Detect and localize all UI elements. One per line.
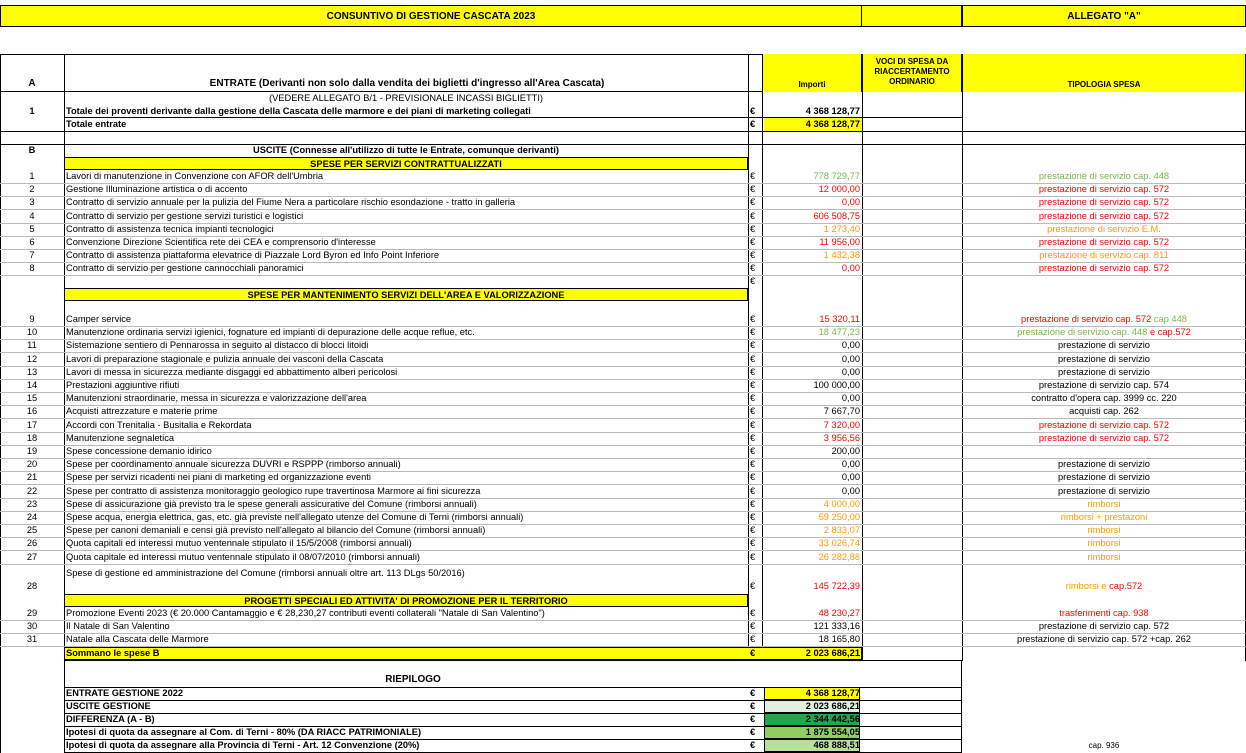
row-description: Sistemazione sentiero di Pennarossa in seguito al distacco di blocci litoidi [66,340,369,351]
row-value: 0,00 [841,472,860,483]
row-value: 0,00 [841,353,860,364]
table-row [0,353,1246,366]
row-value: 12 000,00 [818,184,860,195]
row-value: 0,00 [841,459,860,470]
row-value: 606 508,75 [813,210,860,221]
riepilogo-tipologia [962,687,1246,700]
entrate-header: ENTRATE (Derivanti non solo dalla vendita dei biglietti d'ingresso all'Area Cascata) [209,78,605,89]
tipologia-part: e cap.572 [1147,327,1191,338]
grid-hline [0,131,1246,132]
tipologia-part: prestazione di servizio [1058,472,1150,483]
row-number: 11 [27,340,37,351]
riepilogo-label: DIFFERENZA (A - B) [66,714,155,724]
riepilogo-row [0,713,1246,726]
currency-symbol: € [750,276,756,286]
tipologia-part: prestazione di servizio [1058,353,1150,364]
row-value: 48 230,27 [818,608,860,618]
row-description: Totale dei proventi derivante dalla gestione della Cascata delle marmore e dei piani di marketing collegati [66,106,531,116]
row-tipologia [962,485,1246,498]
row-value: 4 368 128,77 [805,106,860,116]
row-value: 0,00 [841,340,860,351]
row-value: 3 956,56 [823,432,860,443]
row-value: 7 667,70 [823,406,860,417]
tipologia-part: prestazione di servizio cap. 572 [1038,419,1170,430]
currency-symbol: € [750,250,756,261]
tipologia-part: contratto d'opera cap. 3999 cc. 220 [1031,393,1177,404]
row-description: Contratto di servizio annuale per la pulizia del Fiume Nera a particolare rischio esondazione - tratto in galleria [66,197,516,208]
riepilogo-value: 1 875 554,05 [805,727,860,737]
row-value: 0,00 [841,366,860,377]
currency-symbol: € [750,459,756,470]
table-row [0,432,1246,445]
row-tipologia [962,353,1246,366]
row-number: 21 [26,472,38,483]
tipologia-part: prestazione di servizio cap. 572 [1038,184,1170,195]
row-tipologia [962,471,1246,484]
row-number: 4 [29,210,35,221]
currency-symbol: € [750,119,756,129]
row-28 [0,580,1246,593]
table-row [0,183,1246,196]
section-progetti-speciali: PROGETTI SPECIALI ED ATTIVITA' DI PROMOZIONE PER IL TERRITORIO [64,594,748,607]
currency-symbol: € [750,472,756,483]
row-value: 18 477,23 [818,327,860,338]
row-tipologia [962,551,1246,564]
row-number: 9 [29,314,35,324]
row-description: Contratto di assistenza tecnica impianti tecnologici [66,223,274,234]
table-row [0,524,1246,537]
table-row [0,249,1246,262]
currency-symbol: € [750,432,756,443]
total-entrate-value: 4 368 128,77 [805,119,860,129]
row-number: 2 [29,184,35,195]
riepilogo-row [0,700,1246,713]
row-number: 7 [29,250,35,261]
row-value: 11 956,00 [819,237,860,247]
row-number: 26 [26,538,38,549]
row-28-desc: Spese di gestione ed amministrazione del Comune (rimborsi annuali oltre art. 113 DLgs 50/2016) [66,568,465,578]
tipologia-part: cap.572 [1106,581,1143,591]
riepilogo-value: 2 023 686,21 [805,701,860,711]
riepilogo-title: RIEPILOGO [385,674,441,685]
row-description: Spese per canoni demaniali e censi già previsto nell'allegato al bilancio del Comune (rimborsi annuali) [66,525,486,536]
currency-symbol: € [750,353,756,364]
row-description: Lavori di manutenzione in Convenzione con AFOR dell'Umbria [66,171,324,181]
currency-symbol: € [750,314,756,324]
currency-symbol: € [750,197,756,208]
row-number: 23 [26,498,38,509]
page-title: CONSUNTIVO DI GESTIONE CASCATA 2023 [0,5,862,27]
riepilogo-label: USCITE GESTIONE [66,701,151,711]
row-description: Spese per coordinamento annuale sicurezza DUVRI e RSPPP (rimborso annuali) [66,459,401,470]
table-row [0,392,1246,405]
voci-header-line1: VOCI DI SPESA DA [875,57,949,66]
row-value: 15 320,11 [819,314,860,324]
section-servizi-contrattualizzati: SPESE PER SERVIZI CONTRATTUALIZZATI [64,157,748,170]
allegato-label: ALLEGATO "A" [962,5,1246,27]
row-tipologia [962,223,1246,236]
currency-symbol: € [750,406,756,417]
row-value: 0,00 [841,485,860,496]
row-number: 22 [26,485,38,496]
row-value: 100 000,00 [813,380,860,390]
row-description: Spese acqua, energia elettrica, gas, etc. già previste nell'allegato utenze del Comune di Terni (rimborsi annuali) [66,512,524,522]
entrate-note: (VEDERE ALLEGATO B/1 - PREVISIONALE INCASSI BIGLIETTI) [269,93,543,103]
currency-symbol: € [750,714,756,724]
table-row [0,223,1246,236]
currency-symbol: € [750,581,756,591]
row-value: 7 320,00 [823,419,860,430]
row-tipologia [962,511,1246,524]
tipologia-part: rimborsi [1087,498,1121,509]
row-tipologia [962,249,1246,262]
total-entrate-row [0,118,1246,131]
row-tipologia [962,326,1246,339]
tipologia-part: prestazione di servizio cap. 572 [1021,314,1152,324]
row-description: Prestazioni aggiuntive rifiuti [66,380,180,390]
row-description: Manutenzione segnaletica [66,432,175,443]
row-tipologia [962,210,1246,223]
section-mantenimento: SPESE PER MANTENIMENTO SERVIZI DELL'AREA E VALORIZZAZIONE [64,288,748,301]
row-tipologia [962,607,1246,620]
currency-symbol: € [750,419,756,430]
row-tipologia [962,405,1246,418]
currency-symbol: € [750,740,756,750]
currency-symbol: € [750,327,756,338]
total-entrate-label: Totale entrate [66,119,127,129]
row-description: Quota capitali ed interessi mutuo ventennale stipulato il 15/5/2008 (rimborsi annuali) [66,538,412,549]
tipologia-part: prestazione di servizio cap. 572 [1038,237,1170,247]
row-description: Lavori di preparazione stagionale e pulizia annuale dei vasconi della Cascata [66,353,384,364]
row-number: 30 [26,621,38,632]
tipologia-part: prestazione di servizio cap. 574 [1038,380,1170,390]
currency-symbol: € [750,223,756,234]
row-number: 1 [29,106,35,116]
row-number: 13 [26,366,38,377]
riepilogo-value: 468 888,51 [813,740,860,750]
row-tipologia [962,445,1246,458]
riepilogo-label: ENTRATE GESTIONE 2022 [66,688,184,698]
tipologia-part: prestazione di servizio [1058,485,1150,496]
row-value: 0,00 [841,263,860,274]
tipologia-part: prestazione di servizio cap. 448 [1038,171,1170,181]
table-row [0,262,1246,275]
tipologia-part: prestazione di servizio cap. 572 [1038,432,1170,443]
row-tipologia [962,633,1246,646]
row-description: Manutenzioni straordinarie, messa in sicurezza e valorizzazione dell'area [66,393,367,404]
riepilogo-row [0,739,1246,752]
row-tipologia [962,183,1246,196]
currency-symbol: € [750,340,756,351]
currency-symbol: € [750,512,756,522]
row-number: 29 [26,608,38,618]
riepilogo-tipologia [962,700,1246,713]
table-row [0,326,1246,339]
row-tipologia [962,524,1246,537]
table-row [0,551,1246,564]
riepilogo-tipologia [962,726,1246,739]
uscite-header: USCITE (Connesse all'utilizzo di tutte le Entrate, comunque derivanti) [253,145,559,155]
tipologia-part: prestazione di servizio cap. 572 [1038,210,1170,221]
col-b-label: B [28,145,36,155]
row-description: Promozione Eventi 2023 (€ 20.000 Cantamaggio e € 28,230,27 contributi eventi collaterali "Natale di San Valentino") [66,608,545,618]
row-tipologia [962,537,1246,550]
table-row [0,620,1246,633]
tipologia-part: prestazione di servizio cap. 572 [1038,621,1170,632]
riepilogo-tipologia: cap. 936 [1088,741,1120,750]
row-tipologia [962,620,1246,633]
tipologia-part: prestazione di servizio cap. 572 [1038,197,1170,208]
table-row [0,405,1246,418]
row-tipologia [962,379,1246,392]
row-description: Spese di assicurazione già previsto tra le spese generali assicurative del Comune (rimborsi annuali) [66,498,477,509]
currency-symbol: € [750,106,756,116]
voci-header-line3: ORDINARIO [889,77,935,86]
currency-symbol: € [750,498,756,509]
row-tipologia [962,196,1246,209]
row-tipologia [962,432,1246,445]
row-description: Spese concessione demanio idirico [66,446,212,456]
tipologia-part: rimborsi [1087,525,1121,536]
tipologia-part: prestazione di servizio cap. 572 +cap. 262 [1017,634,1191,645]
tipologia-part: rimborsi + prestazoni [1060,512,1148,522]
row-description: Camper service [66,314,132,324]
empty-row [0,275,1246,288]
riepilogo-value: 2 344 442,56 [805,714,860,724]
row-tipologia [962,419,1246,432]
currency-symbol: € [750,608,756,618]
row-description: Convenzione Direzione Scientifica rete dei CEA e comprensorio d'interesse [66,237,376,247]
tipologia-part: prestazione di servizio cap. 811 [1039,250,1169,261]
table-row [0,236,1246,249]
row-description: Contratto di servizio per gestione cannocchiali panoramici [66,263,304,274]
currency-symbol: € [750,446,756,456]
currency-symbol: € [750,621,756,632]
row-value: 33 026,74 [818,538,860,549]
title-spacer [862,5,962,27]
row-number: 18 [26,432,38,443]
table-row [0,458,1246,471]
table-row [0,537,1246,550]
tipologia-part: rimborsi [1087,538,1121,549]
row-number: 27 [26,551,38,562]
row-value: 778 729,77 [813,171,860,181]
table-row [0,485,1246,498]
currency-symbol: € [750,551,756,562]
table-row [0,339,1246,352]
row-value: 4 000,00 [823,498,860,509]
currency-symbol: € [750,171,756,181]
table-row [0,379,1246,392]
currency-symbol: € [750,688,756,698]
row-number: 6 [29,237,35,247]
row-tipologia [962,236,1246,249]
row-value: 145 722,39 [813,581,860,591]
tipologia-part: trasferimenti cap. 938 [1059,608,1149,618]
table-row [0,633,1246,646]
currency-symbol: € [750,701,756,711]
table-row [0,511,1246,524]
tipologia-part: prestazione di servizio [1058,366,1150,377]
tipologia-part: prestazione di servizio [1058,459,1150,470]
row-value: 1 273,40 [823,223,860,234]
row-value: 200,00 [831,446,860,456]
row-description: Natale alla Cascata delle Marmore [66,634,209,645]
row-tipologia [962,313,1246,326]
currency-symbol: € [750,393,756,404]
row-tipologia [962,339,1246,352]
row-description: Contratto di assistenza piattaforma elevatrice di Piazzale Lord Byron ed Info Point Inferiore [66,250,440,261]
riepilogo-value: 4 368 128,77 [805,688,860,698]
currency-symbol: € [750,727,756,737]
row-number: 17 [26,419,38,430]
riepilogo-row [0,726,1246,739]
row-number: 3 [29,197,35,208]
currency-symbol: € [750,210,756,221]
row-number: 24 [26,512,38,522]
tipologia-part: prestazione di servizio cap. 572 [1038,263,1170,274]
row-description: Accordi con Trenitalia - Busitalia e Rekordata [66,419,252,430]
row-value: 2 833,07 [823,525,860,536]
row-value: 59 250,00 [818,512,860,522]
row-value: 121 333,16 [813,621,860,632]
row-tipologia [962,262,1246,275]
table-row [0,498,1246,511]
table-row [0,445,1246,458]
row-number: 8 [29,263,35,274]
table-row [0,210,1246,223]
row-description: Lavori di messa in sicurezza mediante disgaggi ed abbattimento alberi pericolosi [66,366,398,377]
row-description: Gestione Illuminazione artistica o di accento [66,184,248,195]
row-number: 14 [26,380,38,390]
sommano-label: Sommano le spese B [66,648,160,658]
table-row [0,170,1246,183]
importi-header: Importi [798,80,826,89]
riepilogo-tipologia [962,713,1246,726]
row-value: 26 282,88 [818,551,860,562]
tipologia-part: rimborsi e [1065,581,1107,591]
table-row [0,313,1246,326]
row-tipologia [962,366,1246,379]
row-number: 15 [26,393,38,404]
row-tipologia [962,498,1246,511]
row-number: 25 [26,525,38,536]
voci-header-line2: RIACCERTAMENTO [874,67,950,76]
sommano-row [0,647,1246,660]
table-row [0,196,1246,209]
row-description: Acquisti attrezzature e materie prime [66,406,218,417]
col-a-header: A [28,78,36,89]
row-description: Manutenzione ordinaria servizi igienici, fognature ed impianti di depurazione delle acque reflue, etc. [66,327,475,338]
row-value: 1 432,38 [823,250,860,261]
row-number: 16 [26,406,38,417]
currency-symbol: € [750,263,756,274]
row-tipologia [962,580,1246,593]
row-tipologia [962,170,1246,183]
currency-symbol: € [750,634,756,645]
riepilogo-label: Ipotesi di quota da assegnare al Com. di Terni - 80% (DA RIACC PATRIMONIALE) [66,727,422,737]
row-number: 31 [26,634,38,645]
currency-symbol: € [750,237,756,247]
currency-symbol: € [750,485,756,496]
row-number: 10 [26,327,38,338]
riepilogo-row [0,687,1246,700]
currency-symbol: € [750,184,756,195]
table-row [0,471,1246,484]
tipologia-part: prestazione di servizio [1058,340,1150,351]
tipologia-part: cap 448 [1151,314,1187,324]
row-tipologia [962,458,1246,471]
tipologia-part: prestazione di servizio E.M. [1047,223,1161,234]
row-description: Quota capitale ed interessi mutuo ventennale stipulato il 08/07/2010 (rimborsi annuali) [66,551,421,562]
row-value: 18 165,80 [818,634,860,645]
tipologia-part: rimborsi [1087,551,1121,562]
row-tipologia [962,392,1246,405]
uscite-header-row [0,144,1246,157]
row-description: Contratto di servizio per gestione servizi turistici e logistici [66,210,304,221]
currency-symbol: € [750,648,756,658]
currency-symbol: € [750,380,756,390]
sommano-value: 2 023 686,21 [805,648,860,658]
currency-symbol: € [750,525,756,536]
table-row [0,607,1246,620]
row-number: 19 [26,446,38,456]
tipologia-part: acquisti cap. 262 [1069,406,1139,417]
currency-symbol: € [750,538,756,549]
table-row [0,419,1246,432]
row-description: Il Natale di San Valentino [66,621,170,632]
row-number: 5 [29,223,35,234]
row-value: 0,00 [841,197,860,208]
row-number: 20 [26,459,38,470]
row-number: 12 [26,353,38,364]
row-description: Spese per contratto di assistenza monitoraggio geologico rupe travertinosa Marmore ai fini sicurezza [66,485,481,496]
row-description: Spese per servizi ricadenti nei piani di marketing ed organizzazione eventi [66,472,371,483]
currency-symbol: € [750,366,756,377]
grid-hline [0,564,1246,565]
row-value: 0,00 [841,393,860,404]
row-number: 1 [29,171,35,181]
tipologia-part: prestazione di servizio cap. 448 [1017,327,1148,338]
row-number: 28 [26,581,38,591]
entrate-note-row [0,92,1246,105]
table-row [0,366,1246,379]
riepilogo-label: Ipotesi di quota da assegnare alla Provincia di Terni - Art. 12 Convenzione (20%) [66,740,420,750]
tipologia-header: TIPOLOGIA SPESA [1067,80,1141,89]
